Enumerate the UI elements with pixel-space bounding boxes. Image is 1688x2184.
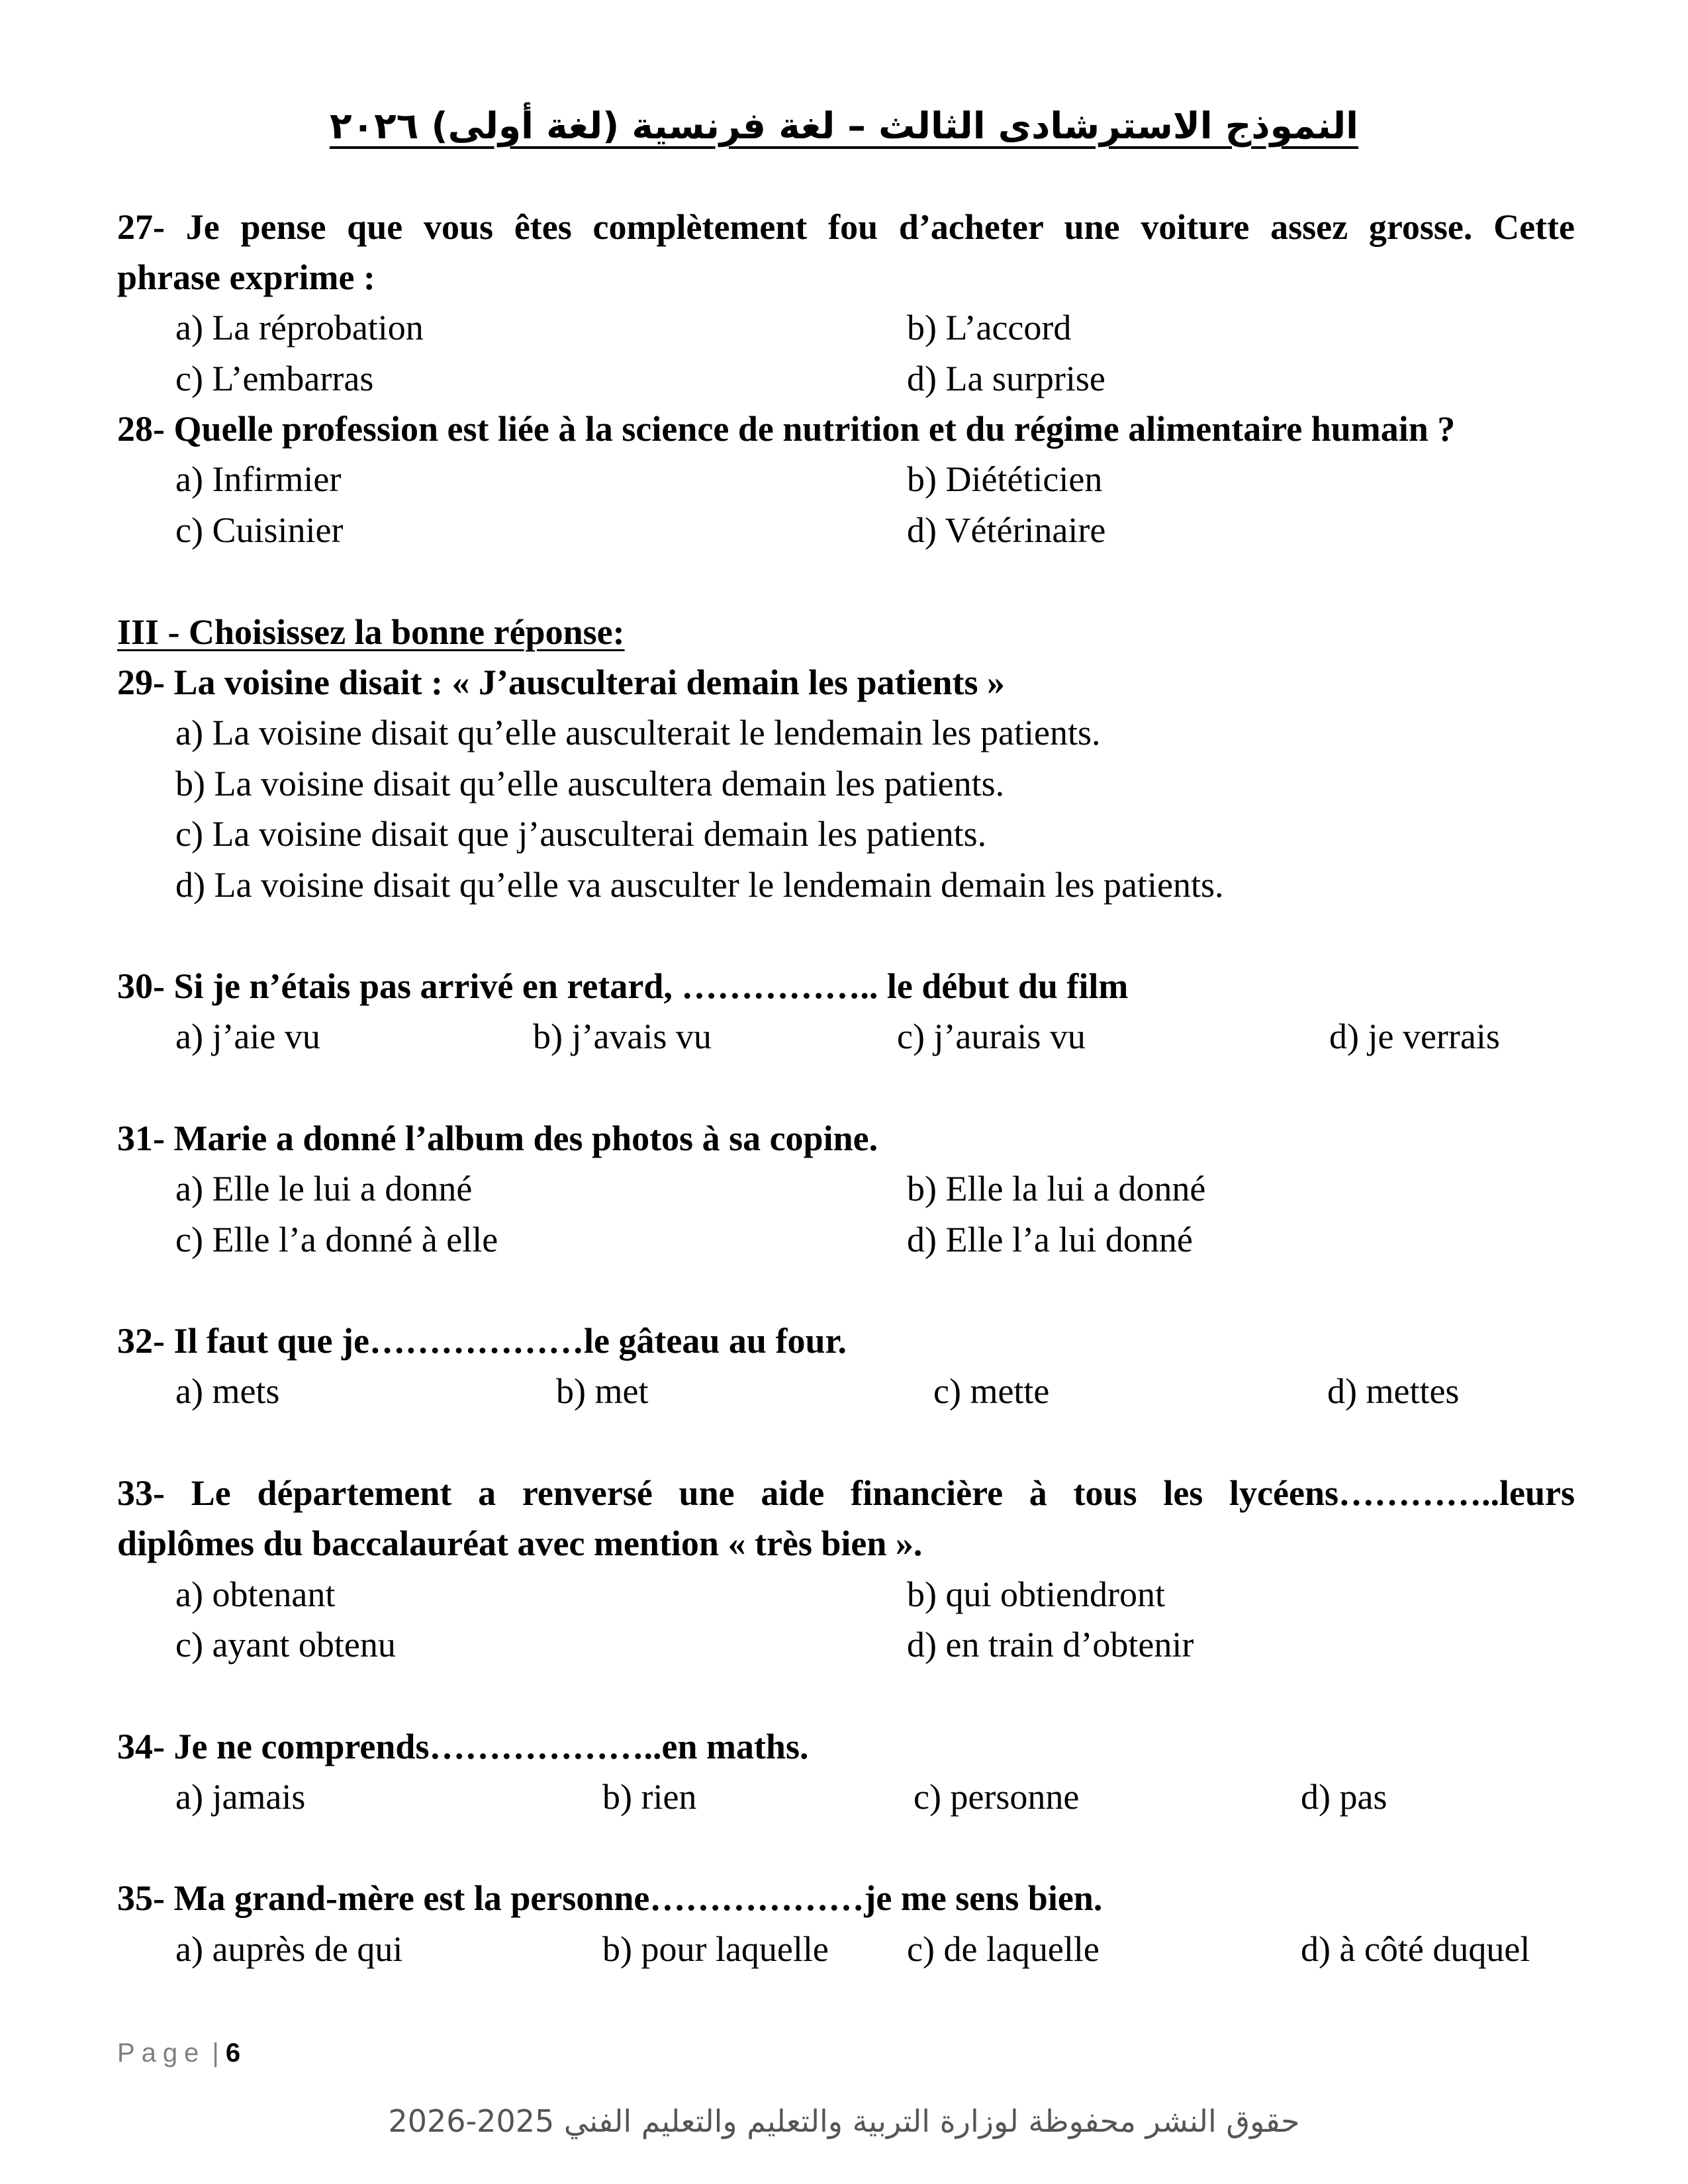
question-30-option-c[interactable]: c) j’aurais vu — [897, 1017, 1086, 1056]
section-heading: III - Choisissez la bonne réponse: — [117, 612, 625, 652]
copyright-notice: حقوق النشر محفوظة لوزارة التربية والتعليم والتعليم الفني 2025-2026 — [388, 2103, 1300, 2139]
page-title — [0, 105, 1688, 147]
question-29-option-c[interactable]: c) La voisine disait que j’ausculterai demain les patients. — [175, 814, 987, 854]
question-28-text: 28- Quelle profession est liée à la science de nutrition et du régime alimentaire humain ? — [117, 409, 1456, 449]
page-number-footer — [117, 2038, 240, 2068]
question-32-option-c[interactable]: c) mette — [933, 1371, 1050, 1411]
question-28-option-d[interactable]: d) Vétérinaire — [907, 510, 1106, 550]
question-31-option-d[interactable]: d) Elle l’a lui donné — [907, 1220, 1193, 1259]
question-28-option-b[interactable]: b) Diététicien — [907, 459, 1103, 499]
question-35-option-a[interactable]: a) auprès de qui — [175, 1929, 403, 1969]
question-27-option-c[interactable]: c) L’embarras — [175, 359, 374, 398]
page-separator: | — [212, 2038, 219, 2068]
page-title-text: النموذج الاسترشادى الثالث – لغة فرنسية (لغة أولى) ٢٠٢٦ — [330, 105, 1358, 147]
question-29-text: 29- La voisine disait : « J’ausculterai demain les patients » — [117, 662, 1006, 702]
question-30-option-d[interactable]: d) je verrais — [1329, 1017, 1500, 1056]
question-35-text: 35- Ma grand-mère est la personne………………je me sens bien. — [117, 1878, 1103, 1918]
question-27-line-1: 27- Je pense que vous êtes complètement fou d’acheter une voiture assez grosse. Cette — [117, 207, 1575, 247]
question-35-option-b[interactable]: b) pour laquelle — [602, 1929, 829, 1969]
page-label: Page — [117, 2038, 206, 2068]
question-30-text: 30- Si je n’étais pas arrivé en retard, …………….. le début du film — [117, 966, 1129, 1006]
question-27-option-d[interactable]: d) La surprise — [907, 359, 1105, 398]
question-35-option-d[interactable]: d) à côté duquel — [1301, 1929, 1530, 1969]
question-32-text: 32- Il faut que je………………le gâteau au four. — [117, 1321, 847, 1361]
question-32-option-b[interactable]: b) met — [556, 1371, 649, 1411]
question-31-option-c[interactable]: c) Elle l’a donné à elle — [175, 1220, 498, 1259]
question-27-option-a[interactable]: a) La réprobation — [175, 308, 424, 347]
question-34-option-d[interactable]: d) pas — [1301, 1777, 1387, 1817]
question-30-option-a[interactable]: a) j’aie vu — [175, 1017, 320, 1056]
question-34-option-c[interactable]: c) personne — [914, 1777, 1080, 1817]
question-32-option-d[interactable]: d) mettes — [1327, 1371, 1460, 1411]
question-33-line-2: diplômes du baccalauréat avec mention « très bien ». — [117, 1524, 923, 1563]
question-31-option-a[interactable]: a) Elle le lui a donné — [175, 1169, 473, 1208]
question-33-option-d[interactable]: d) en train d’obtenir — [907, 1625, 1194, 1664]
question-32-option-a[interactable]: a) mets — [175, 1371, 280, 1411]
question-34-text: 34- Je ne comprends………………..en maths. — [117, 1727, 809, 1766]
question-27-option-b[interactable]: b) L’accord — [907, 308, 1072, 347]
question-31-option-b[interactable]: b) Elle la lui a donné — [907, 1169, 1206, 1208]
question-35-option-c[interactable]: c) de laquelle — [907, 1929, 1100, 1969]
question-33-option-b[interactable]: b) qui obtiendront — [907, 1574, 1165, 1614]
question-31-text: 31- Marie a donné l’album des photos à sa copine. — [117, 1118, 878, 1158]
question-28-option-c[interactable]: c) Cuisinier — [175, 510, 344, 550]
question-29-option-a[interactable]: a) La voisine disait qu’elle ausculterait le lendemain les patients. — [175, 713, 1101, 752]
page-number: 6 — [225, 2038, 241, 2068]
question-33-option-c[interactable]: c) ayant obtenu — [175, 1625, 396, 1664]
question-34-option-b[interactable]: b) rien — [602, 1777, 697, 1817]
question-27-line-2: phrase exprime : — [117, 257, 375, 297]
question-30-option-b[interactable]: b) j’avais vu — [533, 1017, 712, 1056]
question-28-option-a[interactable]: a) Infirmier — [175, 459, 342, 499]
question-29-option-b[interactable]: b) La voisine disait qu’elle auscultera demain les patients. — [175, 764, 1005, 803]
question-34-option-a[interactable]: a) jamais — [175, 1777, 306, 1817]
question-33-option-a[interactable]: a) obtenant — [175, 1574, 336, 1614]
question-29-option-d[interactable]: d) La voisine disait qu’elle va ausculter le lendemain demain les patients. — [175, 865, 1224, 905]
question-33-line-1: 33- Le département a renversé une aide financière à tous les lycéens…………..leurs — [117, 1473, 1575, 1513]
